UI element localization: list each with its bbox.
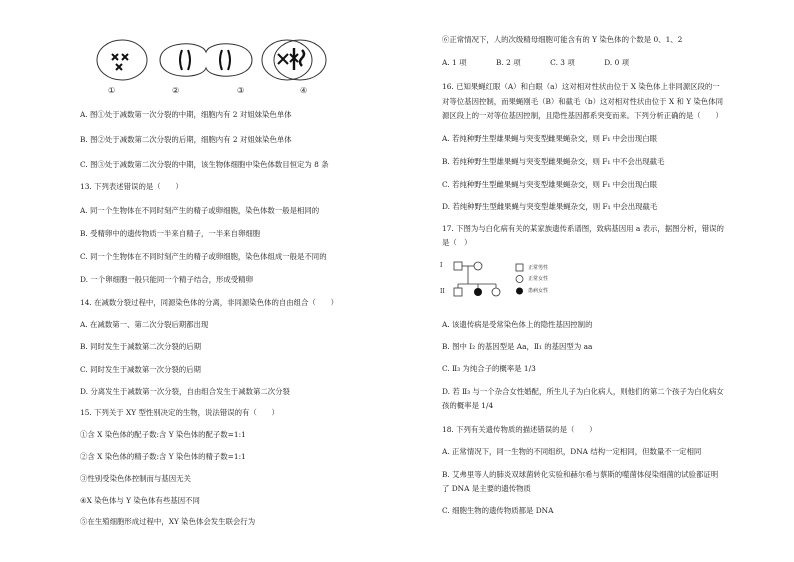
question-17: 17. 下图为与白化病有关的某家族遗传系谱图，致病基因用 a 表示，据图分析，错误的 [442, 224, 724, 233]
question-17-cont: 是（ ） [442, 238, 472, 247]
statement-line: ④X 染色体与 Y 染色体有些基因不同 [80, 496, 200, 505]
option-line: C. 细胞生物的遗传物质都是 DNA [442, 506, 554, 515]
question-14: 14. 在减数分裂过程中，同源染色体的分离，非同源染色体的自由组合（ ） [80, 298, 338, 307]
cell-label-1: ① [108, 86, 116, 95]
question-16-cont: 源区段上的一对等位基因控制，且隐性基因都系突变而来。下列分析正确的是（ ） [442, 111, 723, 120]
option-line: A. 图①处于减数第一次分裂的中期，细胞内有 2 对姐妹染色单体 [80, 110, 292, 119]
option-line: A. 同一个生物体在不同时刻产生的精子或卵细胞，染色体数一般是相同的 [80, 206, 320, 215]
option-line-cont: 孩的概率是 1/4 [442, 401, 494, 410]
statement-line: ①含 X 染色体的配子数:含 Y 染色体的配子数=1:1 [80, 430, 246, 439]
pedigree-gen-2: II [440, 288, 445, 295]
question-13: 13. 下列表述错误的是（ ） [80, 182, 183, 191]
question-16: 16. 已知果蝇红眼（A）和白眼（a）这对相对性状由位于 X 染色体上非同源区段的一 [442, 82, 720, 91]
answer-options: A. 1 项 B. 2 项 C. 3 项 D. 0 项 [442, 58, 630, 67]
option-line: D. 若纯种野生型雌果蝇与突变型雄果蝇杂交，则 F₁ 中会出现截毛 [442, 202, 658, 211]
cell-figure-1 [97, 40, 147, 80]
option-line: A. 正常情况下，同一生物的不同组织，DNA 结构一定相同，但数量不一定相同 [442, 447, 702, 456]
statement-line: ⑤在生殖细胞形成过程中，XY 染色体会发生联会行为 [80, 517, 256, 526]
option-line: B. 艾弗里等人的肺炎双球菌转化实验和赫尔希与蔡斯的噬菌体侵染细菌的试验都证明 [442, 470, 719, 479]
option-line: D. 若 Ⅱ₃ 与一个杂合女性婚配，所生儿子为白化病人，则他们的第二个孩子为白化病女 [442, 387, 724, 396]
question-16-cont: 对等位基因控制，而果蝇刚毛（B）和截毛（b）这对相对性状由位于 X 和 Y 染色体同 [442, 97, 723, 106]
option-line: B. 受精卵中的遗传物质一半来自精子，一半来自卵细胞 [80, 229, 261, 238]
pedigree-chart [440, 260, 580, 308]
option-line: C. 图③处于减数第二次分裂的中期，该生物体细胞中染色体数目恒定为 8 条 [80, 160, 329, 169]
statement-line: ⑥正常情况下，人的次级精母细胞可能含有的 Y 染色体的个数是 0、1、2 [442, 35, 683, 44]
option-line: B. 若纯种野生型雄果蝇与突变型雌果蝇杂交，则 F₁ 中不会出现截毛 [442, 157, 665, 166]
option-line: A. 在减数第一、第二次分裂后期都出现 [80, 320, 209, 329]
option-line: C. 同时发生于减数第一次分裂的后期 [80, 365, 201, 374]
option-line: C. 同一个生物体在不同时刻产生的精子或卵细胞，染色体组成一般是不同的 [80, 252, 327, 261]
cell-label-2: ② [172, 86, 180, 95]
legend-normal-male: 正常男性 [528, 265, 549, 271]
option-line: A. 若纯种野生型雄果蝇与突变型雌果蝇杂交，则 F₁ 中会出现白眼 [442, 134, 657, 143]
statement-line: ③性别受染色体控制而与基因无关 [80, 474, 191, 483]
cell-label-3: ③ [237, 86, 245, 95]
option-line: A. 该遗传病是受常染色体上的隐性基因控制的 [442, 320, 593, 329]
pedigree-gen-1: I [440, 262, 443, 269]
option-line: D. 分离发生于减数第一次分裂，自由组合发生于减数第二次分裂 [80, 387, 290, 396]
cell-label-4: ④ [300, 86, 308, 95]
statement-line: ②含 X 染色体的精子数:含 Y 染色体的精子数=1:1 [80, 452, 246, 461]
option-line-cont: 了 DNA 是主要的遗传物质 [442, 484, 531, 493]
option-line: B. 图②处于减数第二次分裂的后期，细胞内有 2 对姐妹染色单体 [80, 135, 292, 144]
option-line: B. 同时发生于减数第二次分裂的后期 [80, 342, 201, 351]
option-line: C. 若纯种野生型雌果蝇与突变型雄果蝇杂交，则 F₁ 中会出现白眼 [442, 180, 658, 189]
question-18: 18. 下列有关遗传物质的描述错误的是（ ） [442, 425, 597, 434]
cell-figure-4 [270, 36, 330, 86]
legend-affected-female: 患病女性 [528, 288, 549, 294]
pedigree-diagram [440, 260, 580, 308]
question-15: 15. 下列关于 XY 型性别决定的生物，说法错误的有（ ） [80, 408, 279, 417]
option-line: D. 一个卵细胞一般只能同一个精子结合，形成受精卵 [80, 275, 253, 284]
option-line: C. Ⅱ₃ 为纯合子的概率是 1/3 [442, 364, 536, 373]
option-line: B. 图中 I₂ 的基因型是 Aa，Ⅱ₁ 的基因型为 aa [442, 342, 593, 351]
legend-normal-female: 正常女性 [528, 276, 549, 282]
cell-figure-2 [160, 44, 252, 76]
